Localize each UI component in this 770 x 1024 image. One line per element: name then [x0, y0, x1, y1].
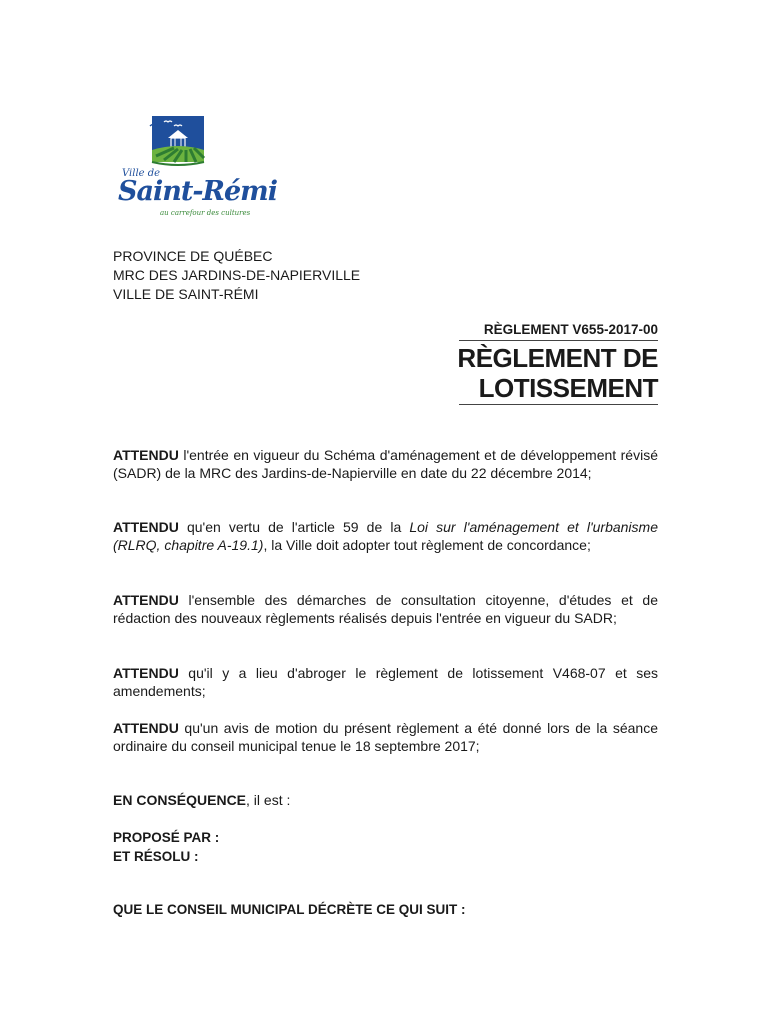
address-block [113, 247, 360, 304]
proposed-by: PROPOSÉ PAR : [113, 830, 220, 845]
whereas-text: l'ensemble des démarches de consultation citoyenne, d'études et de rédaction des nouveaux règlements réalisés depuis l'entrée en vigueur du SADR; [113, 592, 658, 626]
decree-statement: QUE LE CONSEIL MUNICIPAL DÉCRÈTE CE QUI SUIT : [113, 902, 466, 917]
consequence-line [113, 792, 290, 808]
city-logo [116, 112, 278, 224]
consequence-keyword: EN CONSÉQUENCE [113, 792, 247, 808]
motion-block [113, 828, 219, 866]
regulation-number: RÈGLEMENT V655-2017-00 [483, 322, 658, 337]
whereas-paragraph-3 [113, 591, 658, 627]
whereas-text: qu'il y a lieu d'abroger le règlement de lotissement V468-07 et ses amendements; [113, 665, 658, 699]
whereas-paragraph-5 [113, 719, 658, 755]
title-rule-bottom [459, 404, 658, 405]
whereas-paragraph-1 [113, 446, 658, 482]
logo-city-name: Saint-Rémi [118, 176, 278, 207]
regulation-title [457, 343, 658, 403]
whereas-keyword: ATTENDU [113, 592, 179, 608]
regulation-title-line2: LOTISSEMENT [478, 373, 658, 403]
whereas-paragraph-4 [113, 664, 658, 700]
whereas-keyword: ATTENDU [113, 519, 179, 535]
address-mrc: MRC DES JARDINS-DE-NAPIERVILLE [113, 267, 361, 283]
whereas-text: l'entrée en vigueur du Schéma d'aménagement et de développement révisé (SADR) de la MRC des Jardins-de-Napierville en date du 22 décembre 2014; [113, 447, 658, 481]
logo-tagline: au carrefour des cultures [160, 209, 251, 217]
whereas-keyword: ATTENDU [113, 720, 179, 736]
title-rule-top [459, 340, 658, 341]
law-reference: Loi sur l'aménagement et l'urbanisme (RLRQ, chapitre A-19.1) [113, 519, 658, 553]
whereas-keyword: ATTENDU [113, 665, 179, 681]
address-province: PROVINCE DE QUÉBEC [113, 248, 273, 264]
consequence-text: , il est : [246, 792, 291, 808]
whereas-keyword: ATTENDU [113, 447, 179, 463]
logo-ville-de: Ville de [122, 168, 161, 179]
address-city: VILLE DE SAINT-RÉMI [113, 286, 259, 302]
whereas-text: qu'un avis de motion du présent règlement a été donné lors de la séance ordinaire du conseil municipal tenue le 18 septembre 2017; [113, 720, 658, 754]
whereas-text: qu'en vertu de l'article 59 de la [178, 519, 410, 535]
resolved: ET RÉSOLU : [113, 849, 199, 864]
whereas-text: , la Ville doit adopter tout règlement de concordance; [263, 537, 591, 553]
whereas-paragraph-2 [113, 518, 658, 554]
regulation-title-line1: RÈGLEMENT DE [457, 343, 658, 373]
